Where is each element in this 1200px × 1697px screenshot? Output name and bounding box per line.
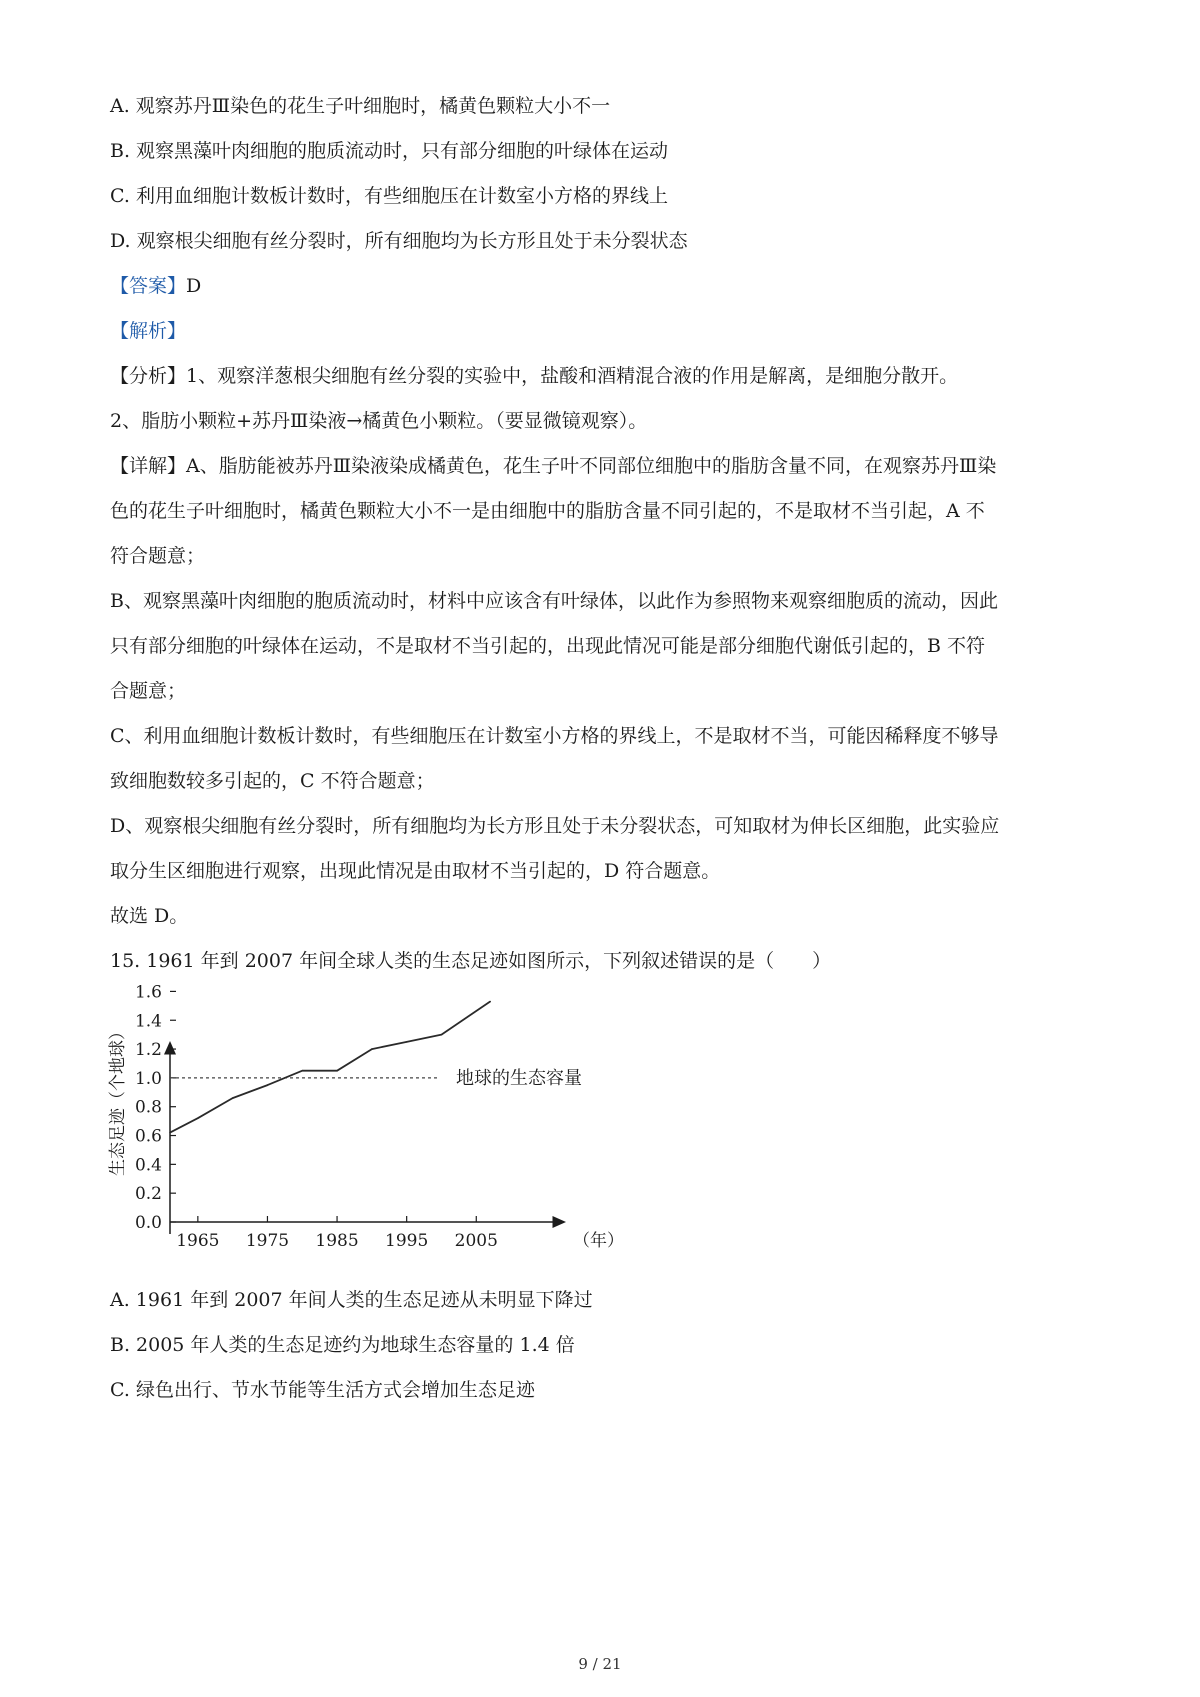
explain-b1: B、观察黑藻叶肉细胞的胞质流动时，材料中应该含有叶绿体，以此作为参照物来观察细胞质的流动，因此 <box>110 590 998 612</box>
fenxi-text: 1、观察洋葱根尖细胞有丝分裂的实验中，盐酸和酒精混合液的作用是解离，是细胞分散开。 <box>186 365 959 387</box>
footprint-data-point <box>301 1070 303 1072</box>
option-d-line: D. 观察根尖细胞有丝分裂时，所有细胞均为长方形且处于未分裂状态 <box>110 230 688 252</box>
answer-value: D <box>186 275 202 297</box>
y-tick-label: 0.2 <box>134 1184 162 1205</box>
footprint-data-point <box>232 1097 234 1099</box>
xiangjie-tag: 【详解】 <box>110 455 187 477</box>
footprint-data-point <box>441 1034 443 1036</box>
answer-line <box>110 274 201 298</box>
x-tick-label: 1975 <box>245 1231 290 1251</box>
xiangjie-line <box>110 454 996 478</box>
explain-b3: 合题意； <box>110 680 187 702</box>
xiangjie-a3: 符合题意； <box>110 545 206 567</box>
footprint-data-point <box>489 1001 491 1003</box>
y-tick-label: 0.4 <box>134 1155 162 1176</box>
explain-b2: 只有部分细胞的叶绿体在运动，不是取材不当引起的，出现此情况可能是部分细胞代谢低引起的，B 不符 <box>110 635 986 657</box>
footprint-series-line <box>170 1002 490 1133</box>
y-tick-label: 0.8 <box>134 1097 162 1118</box>
capacity-reference-label: 地球的生态容量 <box>456 1067 582 1089</box>
question-15: 15. 1961 年到 2007 年间全球人类的生态足迹如图所示，下列叙述错误的是（ ） <box>110 950 832 972</box>
option-b-line: B. 观察黑藻叶肉细胞的胞质流动时，只有部分细胞的叶绿体在运动 <box>110 140 669 162</box>
fenxi-line <box>110 364 958 388</box>
footprint-data-point <box>371 1048 373 1050</box>
option-c-15: C. 绿色出行、节水节能等生活方式会增加生态足迹 <box>110 1379 535 1401</box>
x-axis-label: （年） <box>573 1231 624 1251</box>
x-tick-label: 1985 <box>315 1231 359 1251</box>
x-tick-label: 1965 <box>176 1231 220 1251</box>
option-a-line: A. 观察苏丹Ⅲ染色的花生子叶细胞时，橘黄色颗粒大小不一 <box>110 95 611 117</box>
y-tick-label: 0.0 <box>134 1213 162 1233</box>
footprint-data-point <box>267 1084 269 1086</box>
y-tick-label: 1.2 <box>134 1040 162 1061</box>
analysis-tag: 【解析】 <box>110 320 187 342</box>
option-c-line: C. 利用血细胞计数板计数时，有些细胞压在计数室小方格的界线上 <box>110 185 668 207</box>
fenxi-tag: 【分析】 <box>110 365 187 387</box>
y-tick-label: 1.6 <box>134 982 162 1003</box>
x-tick-label: 2005 <box>454 1231 498 1251</box>
y-tick-label: 1.4 <box>134 1011 162 1032</box>
y-axis-label: 生态足迹（个地球） <box>108 1023 128 1176</box>
footprint-data-point <box>336 1070 338 1072</box>
chart-layer <box>108 982 624 1251</box>
page-number: 9 / 21 <box>578 1655 622 1673</box>
explain-d2: 取分生区细胞进行观察，出现此情况是由取材不当引起的，D 符合题意。 <box>110 860 721 882</box>
explain-c1: C、利用血细胞计数板计数时，有些细胞压在计数室小方格的界线上，不是取材不当，可能因稀释度不够导 <box>110 725 999 747</box>
fenxi-point-2: 2、脂肪小颗粒+苏丹Ⅲ染液→橘黄色小颗粒。（要显微镜观察）。 <box>110 410 648 432</box>
answer-tag: 【答案】 <box>110 275 187 297</box>
xiangjie-a1: A、脂肪能被苏丹Ⅲ染液染成橘黄色，花生子叶不同部位细胞中的脂肪含量不同，在观察苏丹Ⅲ染 <box>186 455 997 477</box>
explain-d1: D、观察根尖细胞有丝分裂时，所有细胞均为长方形且处于未分裂状态，可知取材为伸长区细胞，此实验应 <box>110 815 1000 837</box>
conclusion-line: 故选 D。 <box>110 905 189 927</box>
x-tick-label: 1995 <box>385 1231 429 1251</box>
footprint-data-point <box>169 1132 171 1134</box>
xiangjie-a2: 色的花生子叶细胞时，橘黄色颗粒大小不一是由细胞中的脂肪含量不同引起的，不是取材不当引起，A 不 <box>110 500 985 522</box>
analysis-line <box>110 319 186 343</box>
footprint-data-point <box>197 1117 199 1119</box>
explain-c2: 致细胞数较多引起的，C 不符合题意； <box>110 770 435 792</box>
option-a-15: A. 1961 年到 2007 年间人类的生态足迹从未明显下降过 <box>110 1289 593 1311</box>
option-b-15: B. 2005 年人类的生态足迹约为地球生态容量的 1.4 倍 <box>110 1334 575 1356</box>
footprint-data-point <box>406 1041 408 1043</box>
y-tick-label: 0.6 <box>134 1126 162 1147</box>
y-tick-label: 1.0 <box>134 1068 162 1089</box>
